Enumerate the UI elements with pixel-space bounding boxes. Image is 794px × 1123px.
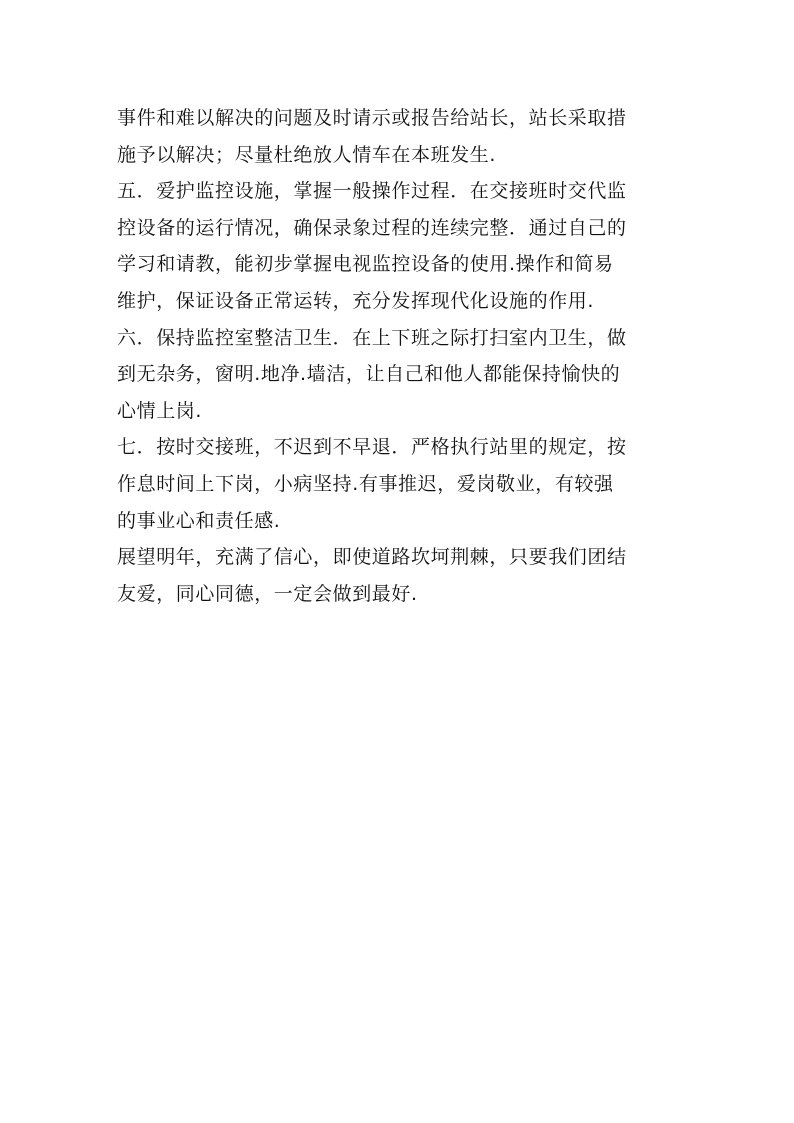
text-line: 到无杂务，窗明.地净.墙洁，让自己和他人都能保持愉快的 [117,363,621,386]
text-line: 友爱，同心同德，一定会做到最好. [117,582,418,605]
text-line: 七．按时交接班，不迟到不早退．严格执行站里的规定，按 [117,436,627,459]
text-line: 维护，保证设备正常运转，充分发挥现代化设施的作用. [117,289,595,312]
body-text [117,100,697,612]
text-line: 事件和难以解决的问题及时请示或报告给站长，站长采取措 [117,107,627,129]
text-line: 六．保持监控室整洁卫生．在上下班之际打扫室内卫生，做 [117,326,627,349]
text-line: 心情上岗. [117,399,203,422]
text-line: 施予以解决；尽量杜绝放人情车在本班发生. [117,143,497,166]
text-line: 五．爱护监控设施，掌握一般操作过程．在交接班时交代监 [117,180,627,203]
text-line: 作息时间上下岗，小病坚持.有事推迟，爱岗敬业，有较强 [117,472,614,495]
text-line: 的事业心和责任感. [117,509,281,532]
text-line: 学习和请教，能初步掌握电视监控设备的使用.操作和简易 [117,253,614,276]
text-line: 控设备的运行情况，确保录象过程的连续完整．通过自己的 [117,216,627,239]
text-line: 展望明年，充满了信心，即使道路坎坷荆棘，只要我们团结 [117,546,627,569]
